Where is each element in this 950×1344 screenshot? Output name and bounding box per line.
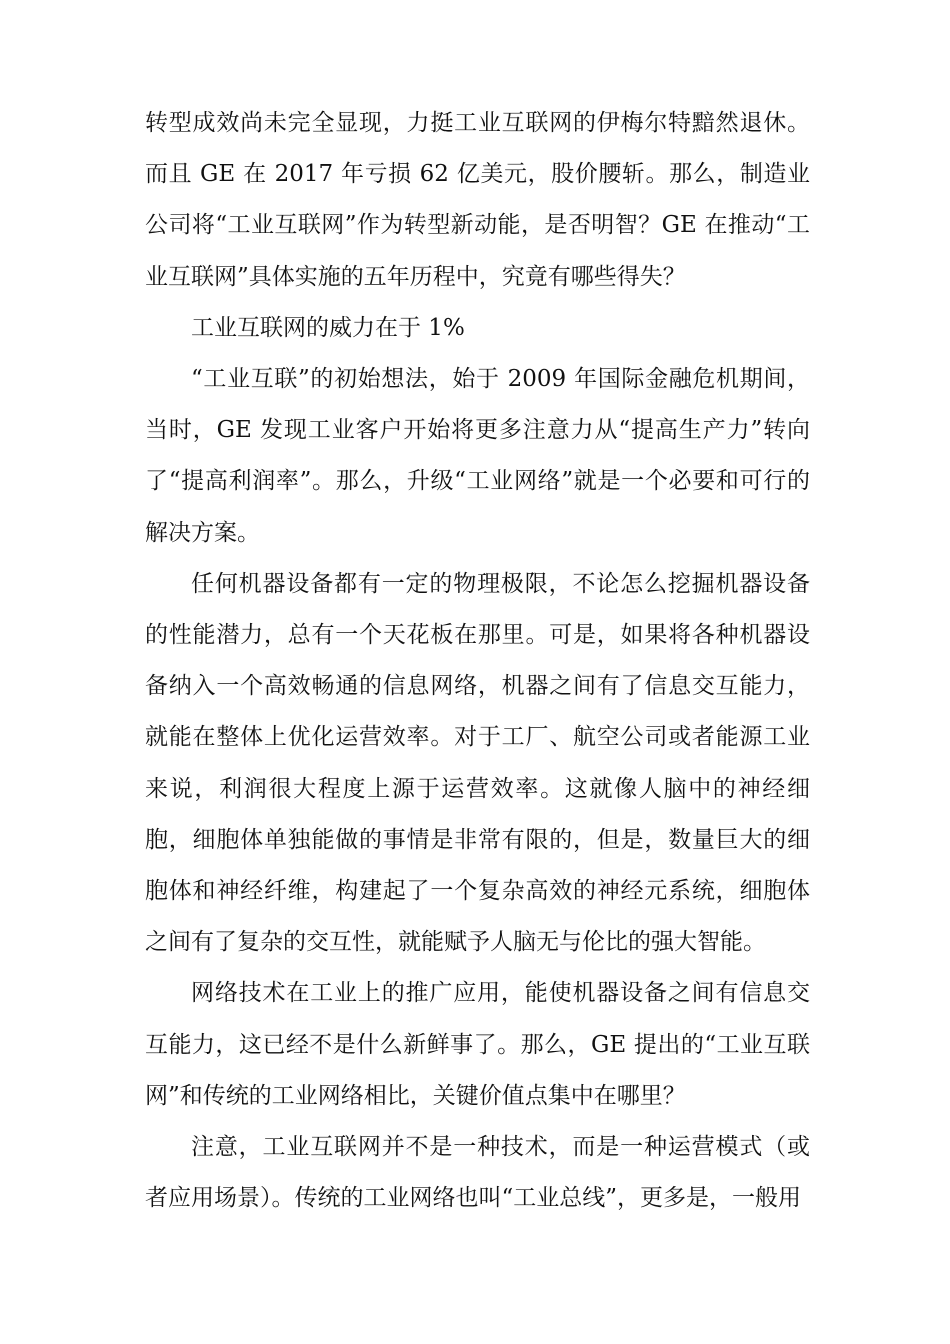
- paragraph: “工业互联”的初始想法，始于 2009 年国际金融危机期间，当时，GE 发现工业客户开始将更多注意力从“提高生产力”转向了“提高利润率”。那么，升级“工业网络”就是一个必要和可行的解决方案。: [145, 366, 810, 546]
- document-body: [145, 98, 810, 1224]
- paragraph: 任何机器设备都有一定的物理极限，不论怎么挖掘机器设备的性能潜力，总有一个天花板在那里。可是，如果将各种机器设备纳入一个高效畅通的信息网络，机器之间有了信息交互能力，就能在整体上优化运营效率。对于工厂、航空公司或者能源工业来说，利润很大程度上源于运营效率。这就像人脑中的神经细胞，细胞体单独能做的事情是非常有限的，但是，数量巨大的细胞体和神经纤维，构建起了一个复杂高效的神经元系统，细胞体之间有了复杂的交互性，就能赋予人脑无与伦比的强大智能。: [145, 570, 810, 956]
- paragraph-continuation: 转型成效尚未完全显现，力挺工业互联网的伊梅尔特黯然退休。而且 GE 在 2017 年亏损 62 亿美元，股价腰斩。那么，制造业公司将“工业互联网”作为转型新动能，是否明智？GE 在推动“工业互联网”具体实施的五年历程中，究竟有哪些得失？: [145, 110, 810, 290]
- paragraph: 注意，工业互联网并不是一种技术，而是一种运营模式（或者应用场景）。传统的工业网络也叫“工业总线”，更多是，一般用: [145, 1134, 810, 1212]
- section-heading: 工业互联网的威力在于 1%: [191, 314, 465, 341]
- paragraph: 网络技术在工业上的推广应用，能使机器设备之间有信息交互能力，这已经不是什么新鲜事了。那么，GE 提出的“工业互联网”和传统的工业网络相比，关键价值点集中在哪里？: [145, 980, 810, 1109]
